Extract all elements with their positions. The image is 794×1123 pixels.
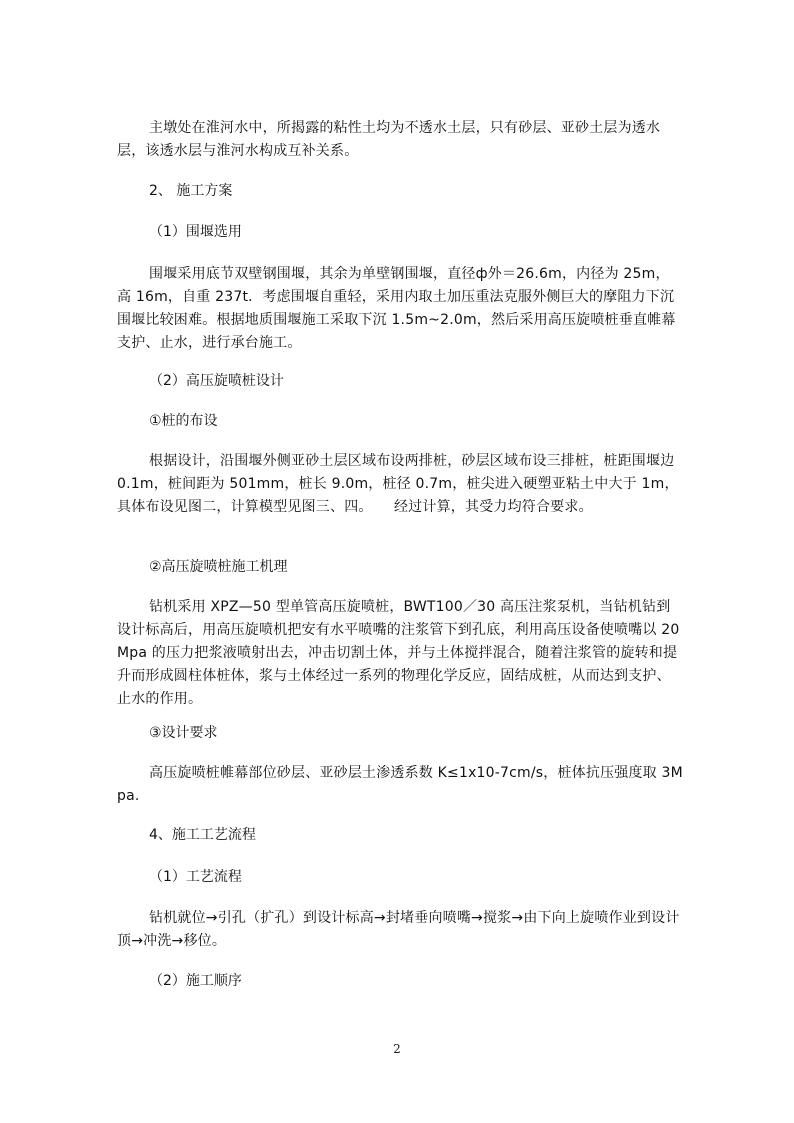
- requirements-paragraph: 高压旋喷桩帷幕部位砂层、亚砂层土渗透系数 K≤1x10-7cm/s，桩体抗压强度取 3Mpa.: [117, 765, 683, 804]
- cofferdam-paragraph: 围堰采用底节双壁钢围堰，其余为单壁钢围堰，直径ф外＝26.6m，内径为 25m，高 16m，自重 237t．考虑围堰自重轻，采用内取土加压重法克服外侧巨大的摩阻力下沉围堰比较困难。根据地质围堰施工采取下沉 1.5m~2.0m，然后采用高压旋喷桩垂直帷幕支护、止水，进行承台施工。: [117, 266, 676, 351]
- process-flow-paragraph: 钻机就位→引孔（扩孔）到设计标高→封堵垂向喷嘴→搅浆→由下向上旋喷作业到设计顶→冲洗→移位。: [117, 910, 680, 949]
- section-heading-process-flow: 4、施工工艺流程: [149, 827, 256, 843]
- section-heading-construction-scheme: 2、 施工方案: [149, 183, 233, 199]
- subheading-construction-sequence: （2）施工顺序: [149, 973, 242, 989]
- mechanism-paragraph: 钻机采用 XPZ—50 型单管高压旋喷桩，BWT100／30 高压注浆泵机，当钻机钻到设计标高后，用高压旋喷机把安有水平喷嘴的注浆管下到孔底，利用高压设备使喷嘴以 20Mpa 的压力把浆液喷射出去，冲击切割土体，并与土体搅拌混合，随着注浆管的旋转和提升而形成圆柱体桩体，浆与土体经过一系列的物理化学反应，固结成桩，从而达到支护、止水的作用。: [117, 599, 680, 707]
- intro-paragraph: 主墩处在淮河水中，所揭露的粘性土均为不透水土层，只有砂层、亚砂土层为透水层，该透水层与淮河水构成互补关系。: [117, 120, 661, 159]
- subheading-process: （1）工艺流程: [149, 869, 242, 885]
- subheading-cofferdam-selection: （1）围堰选用: [149, 224, 242, 240]
- subheading-jet-grouting-design: （2）高压旋喷桩设计: [149, 373, 284, 389]
- pile-layout-paragraph: 根据设计，沿围堰外侧亚砂土层区域布设两排桩，砂层区域布设三排桩，桩距围堰边 0.1m，桩间距为 501mm，桩长 9.0m，桩径 0.7m，桩尖进入硬塑亚粘土中大于 1m，具体布设见图二，计算模型见图三、四。 经过计算，其受力均符合要求。: [117, 453, 679, 515]
- page-number: 2: [393, 1042, 401, 1056]
- subheading-pile-layout: ①桩的布设: [149, 413, 218, 429]
- subheading-design-requirements: ③设计要求: [149, 725, 218, 741]
- subheading-construction-mechanism: ②高压旋喷桩施工机理: [149, 559, 288, 575]
